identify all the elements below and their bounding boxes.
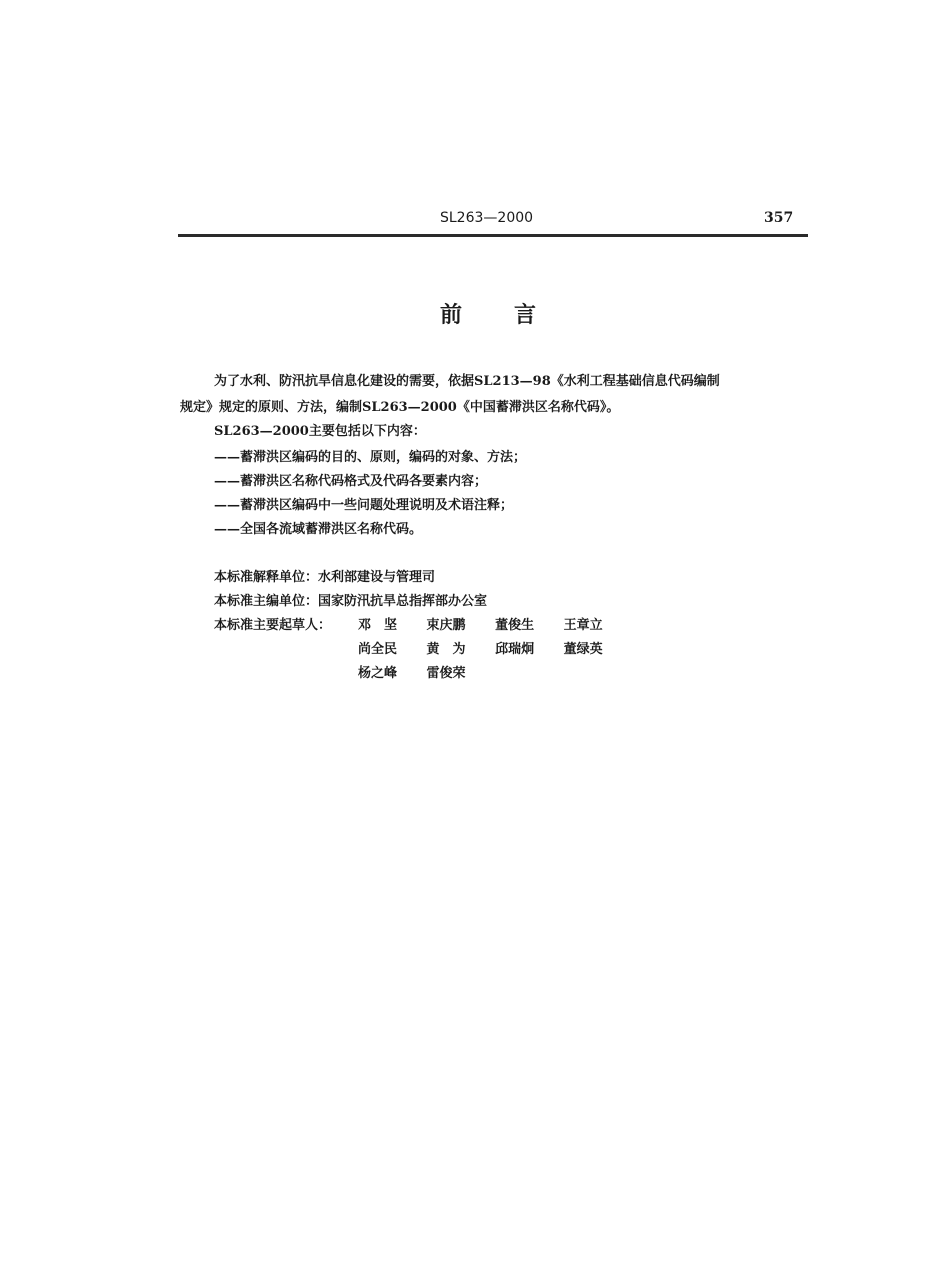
header-rule xyxy=(178,234,808,237)
drafters-row-1 xyxy=(358,614,628,638)
drafter-name: 邓 坚 xyxy=(358,618,398,633)
contents-heading: SL263—2000主要包括以下内容： xyxy=(214,424,426,439)
credit-chief-editor: 本标准主编单位：国家防汛抗旱总指挥部办公室 xyxy=(214,594,488,609)
header-standard-code: SL263—2000 xyxy=(440,210,534,226)
drafter-name: 束庆鹏 xyxy=(426,618,466,633)
header-page-number: 357 xyxy=(764,210,794,226)
intro-line-2: 规定》规定的原则、方法，编制SL263—2000《中国蓄滞洪区名称代码》。 xyxy=(180,400,620,415)
drafter-name: 杨之峰 xyxy=(358,666,398,681)
page-title: 前言 xyxy=(440,302,589,328)
intro-line-1: 为了水利、防汛抗旱信息化建设的需要，依据SL213—98《水利工程基础信息代码编制 xyxy=(214,374,720,389)
contents-item: ——蓄滞洪区编码中一些问题处理说明及术语注释； xyxy=(214,498,514,513)
drafter-name: 董俊生 xyxy=(495,618,535,633)
credit-interpreter: 本标准解释单位：水利部建设与管理司 xyxy=(214,570,436,585)
credit-drafters-label xyxy=(214,614,331,638)
drafter-name: 董绿英 xyxy=(563,642,603,657)
contents-item: ——蓄滞洪区编码的目的、原则，编码的对象、方法； xyxy=(214,450,527,465)
drafters-row-3 xyxy=(358,662,491,686)
drafter-name: 邱瑞炯 xyxy=(495,642,535,657)
drafter-name: 尚全民 xyxy=(358,642,398,657)
contents-item: ——全国各流域蓄滞洪区名称代码。 xyxy=(214,522,423,537)
contents-item: ——蓄滞洪区名称代码格式及代码各要素内容； xyxy=(214,474,488,489)
drafter-name: 黄 为 xyxy=(426,642,466,657)
drafter-name: 雷俊荣 xyxy=(426,666,466,681)
drafter-name: 王章立 xyxy=(563,618,603,633)
drafters-label: 本标准主要起草人： xyxy=(214,618,332,633)
drafters-row-2 xyxy=(358,638,628,662)
